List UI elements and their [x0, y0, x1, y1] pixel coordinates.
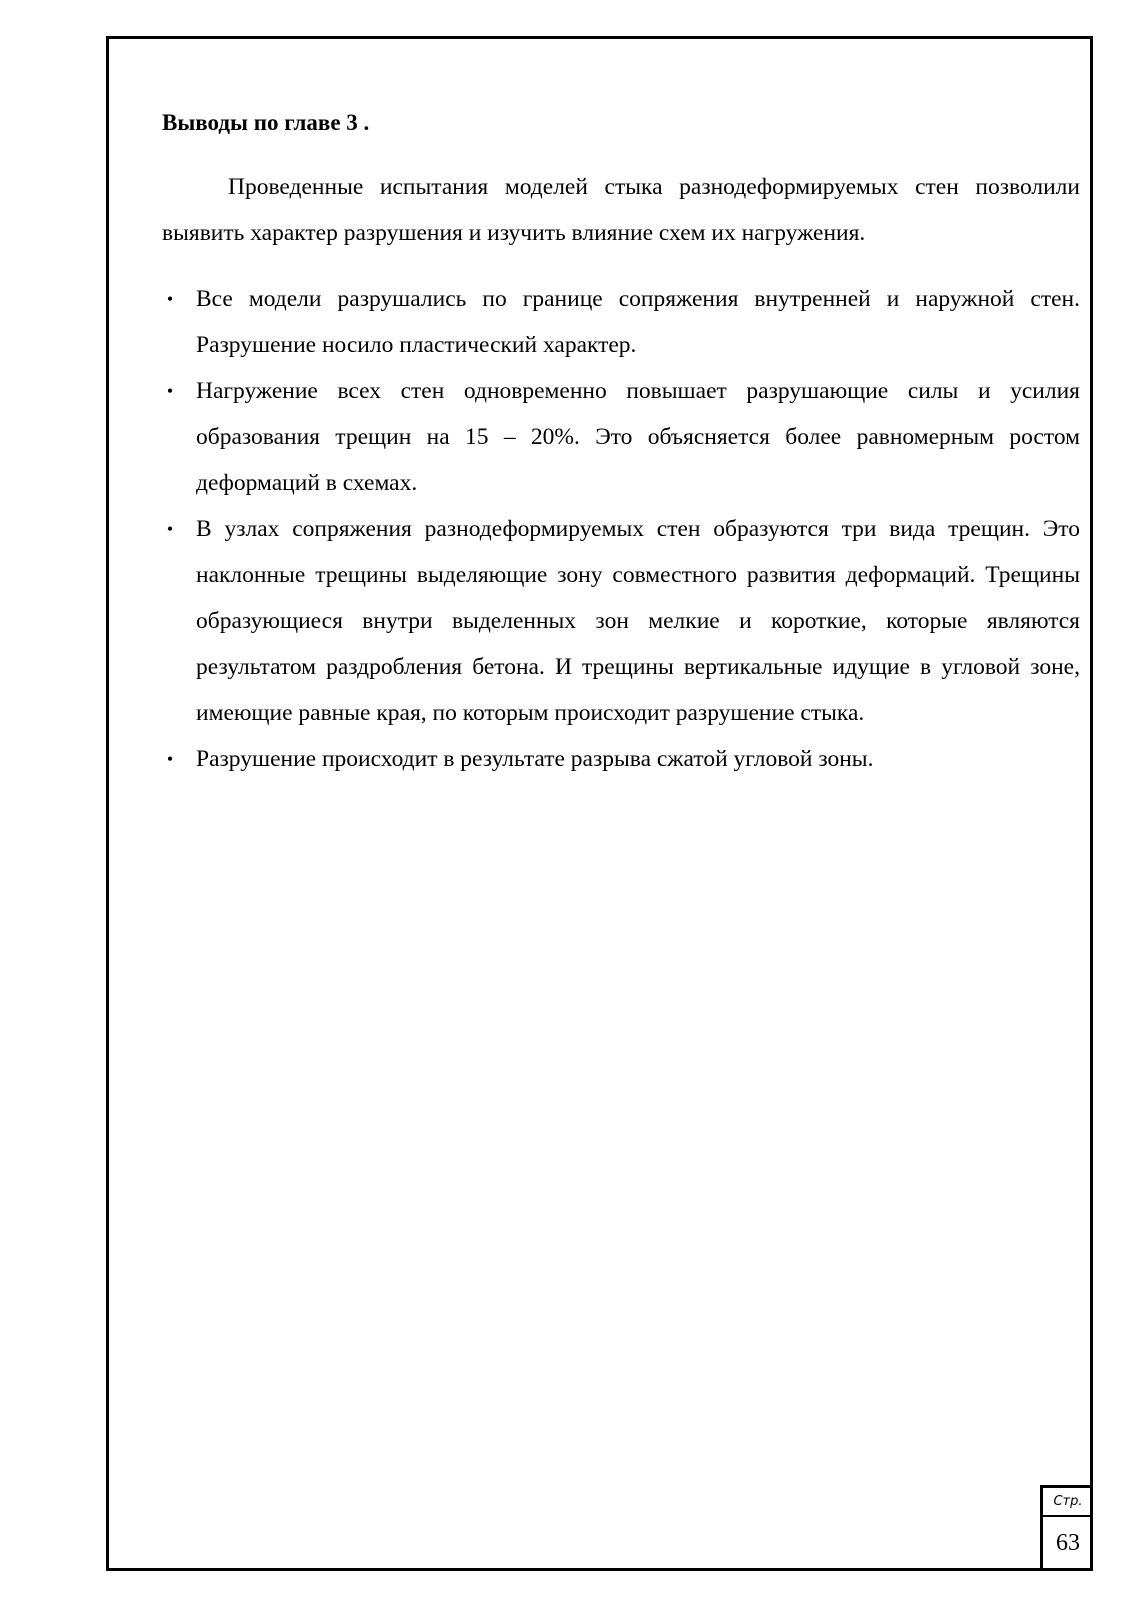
list-item: [162, 506, 1080, 736]
bullet-icon: •: [166, 381, 174, 401]
bullet-icon: •: [166, 749, 174, 769]
list-item-text: Разрушение происходит в результате разрыва сжатой угловой зоны.: [196, 746, 874, 772]
page-number: 63: [1056, 1530, 1080, 1556]
document-body: [162, 106, 1080, 782]
intro-paragraph: Проведенные испытания моделей стыка разнодеформируемых стен позволили выявить характер разрушения и изучить влияние схем их нагружения.: [162, 174, 1080, 246]
stamp-label: Стр.: [1043, 1488, 1093, 1517]
page-number-stamp: [1040, 1485, 1093, 1571]
list-item-text: Все модели разрушались по границе сопряжения внутренней и наружной стен. Разрушение носило пластический характер.: [196, 286, 1080, 358]
conclusions-list: [162, 276, 1080, 782]
list-item: [162, 276, 1080, 368]
list-item: [162, 736, 1080, 782]
list-item-text: В узлах сопряжения разнодеформируемых стен образуются три вида трещин. Это наклонные трещины выделяющие зону совместного развития деформаций. Трещины образующиеся внутри выделенных зон мелкие и короткие, которые являются результатом раздробления бетона. И трещины вертикальные идущие в угловой зоне, имеющие равные края, по которым происходит разрушение стыка.: [196, 516, 1080, 726]
bullet-icon: •: [166, 289, 174, 309]
list-item: [162, 368, 1080, 506]
list-item-text: Нагружение всех стен одновременно повышает разрушающие силы и усилия образования трещин на 15 – 20%. Это объясняется более равномерным ростом деформаций в схемах.: [196, 378, 1080, 496]
section-heading: Выводы по главе 3 .: [162, 110, 370, 135]
bullet-icon: •: [166, 519, 174, 539]
